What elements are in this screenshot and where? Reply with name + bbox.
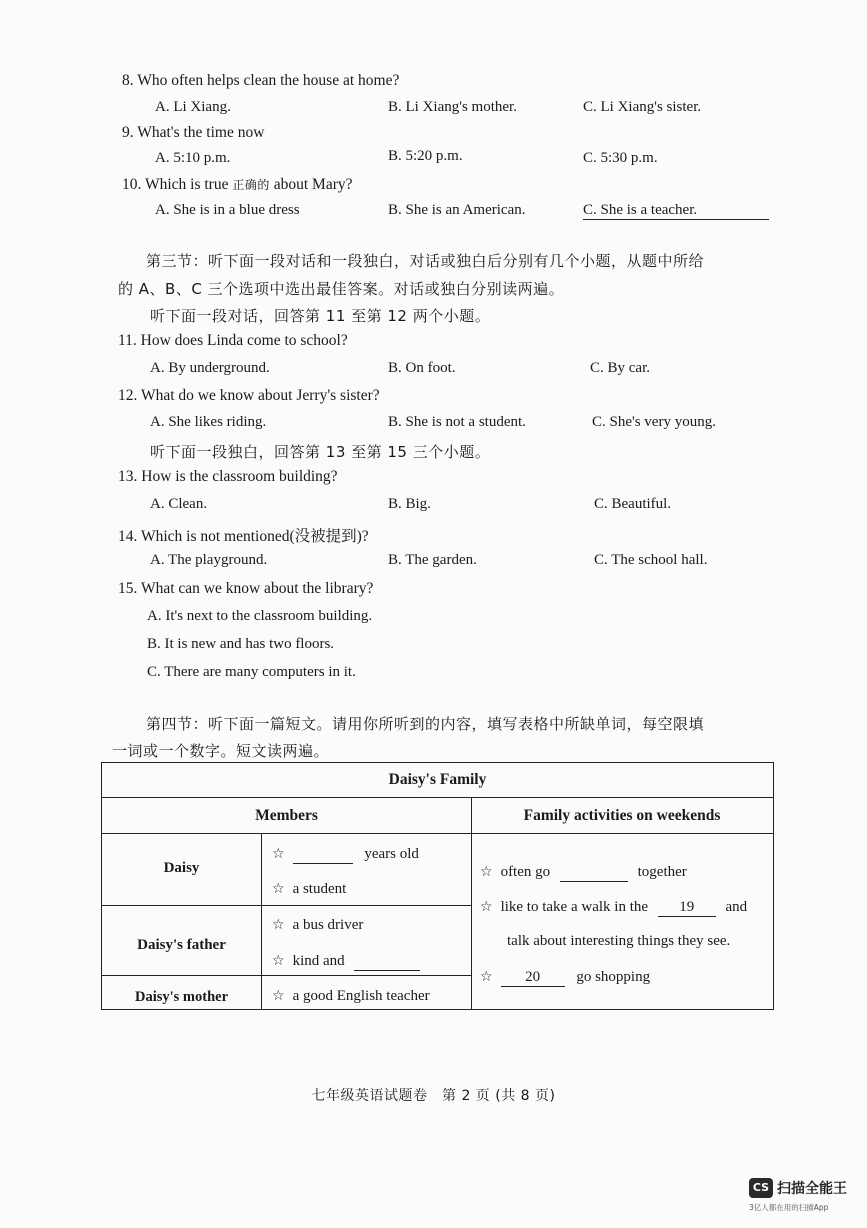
q13-option-a: A. Clean. xyxy=(150,496,208,512)
section4-heading-line1: 第四节：听下面一篇短文。请用你所听到的内容，填写表格中所缺单词，每空限填 xyxy=(146,715,705,733)
q9-option-a: A. 5:10 p.m. xyxy=(155,150,231,166)
q11-option-c: C. By car. xyxy=(590,360,650,376)
q10-option-b: B. She is an American. xyxy=(388,202,526,218)
q9-option-b: B. 5:20 p.m. xyxy=(388,148,463,164)
table-rule xyxy=(471,797,472,1009)
table-rule xyxy=(102,797,773,798)
watermark-tagline: 3亿人都在用的扫描App xyxy=(749,1203,829,1212)
camscanner-logo: CS xyxy=(749,1178,773,1198)
daisy-label: Daisy xyxy=(163,860,200,876)
answer-blank-17[interactable] xyxy=(354,953,420,971)
members-header: Members xyxy=(255,807,318,824)
star-icon: ☆ xyxy=(272,988,285,1004)
q15-option-b: B. It is new and has two floors. xyxy=(147,636,335,652)
answer-blank-16[interactable] xyxy=(293,846,353,864)
table-rule xyxy=(102,833,773,834)
father-job-line xyxy=(272,917,363,934)
activity-2-continued: talk about interesting things they see. xyxy=(507,933,731,949)
q8-option-a: A. Li Xiang. xyxy=(155,99,231,115)
q14-stem: 14. Which is not mentioned(没被提到)? xyxy=(118,528,369,545)
q14-option-c: C. The school hall. xyxy=(594,552,708,568)
activity-2 xyxy=(480,899,747,917)
activity-1-pre: often go xyxy=(500,864,551,880)
q9-option-c: C. 5:30 p.m. xyxy=(583,150,658,166)
q12-option-b: B. She is not a student. xyxy=(388,414,526,430)
q8-option-b: B. Li Xiang's mother. xyxy=(388,99,517,115)
star-icon: ☆ xyxy=(272,881,285,897)
page-footer: 七年级英语试题卷 第 2 页 (共 8 页) xyxy=(311,1088,556,1104)
daisy-age-suffix: years old xyxy=(364,846,419,862)
mother-job-text: a good English teacher xyxy=(292,988,430,1004)
star-icon: ☆ xyxy=(480,864,493,880)
father-label: Daisy's father xyxy=(137,937,226,953)
daisys-family-table xyxy=(101,762,774,1010)
q12-option-a: A. She likes riding. xyxy=(150,414,267,430)
star-icon: ☆ xyxy=(272,953,285,969)
q14-option-b: B. The garden. xyxy=(388,552,477,568)
star-icon: ☆ xyxy=(480,899,493,915)
mother-label: Daisy's mother xyxy=(134,989,229,1005)
q15-option-a: A. It's next to the classroom building. xyxy=(147,608,373,624)
q9-stem: 9. What's the time now xyxy=(122,124,265,141)
table-rule xyxy=(261,833,262,1009)
section3-heading-line2: 的 A、B、C 三个选项中选出最佳答案。对话或独白分别读两遍。 xyxy=(118,280,565,298)
mother-job-line xyxy=(272,988,430,1005)
q13-stem: 13. How is the classroom building? xyxy=(118,468,338,485)
daisy-student-text: a student xyxy=(292,881,347,897)
q15-stem: 15. What can we know about the library? xyxy=(118,580,374,597)
q13-option-b: B. Big. xyxy=(388,496,431,512)
q10-stem-text: 10. Which is true xyxy=(122,176,229,193)
activity-2-post: and xyxy=(725,899,748,915)
q14-option-a: A. The playground. xyxy=(150,552,268,568)
activity-3-post: go shopping xyxy=(576,969,651,985)
daisy-age-line xyxy=(272,846,419,864)
activity-3 xyxy=(480,969,650,987)
table-title: Daisy's Family xyxy=(388,771,487,788)
father-job-text: a bus driver xyxy=(292,917,364,933)
activity-2-pre: like to take a walk in the xyxy=(500,899,649,915)
section4-heading-line2: 一词或一个数字。短文读两遍。 xyxy=(112,742,330,760)
activities-header: Family activities on weekends xyxy=(523,807,721,824)
star-icon: ☆ xyxy=(272,917,285,933)
q11-option-a: A. By underground. xyxy=(150,360,270,376)
q8-stem: 8. Who often helps clean the house at home? xyxy=(122,72,400,89)
answer-blank-19[interactable]: 19 xyxy=(658,899,716,917)
section3-heading-line1: 第三节：听下面一段对话和一段独白，对话或独白后分别有几个小题，从题中所给 xyxy=(146,252,705,270)
watermark-name: 扫描全能王 xyxy=(777,1181,847,1197)
q10-option-a: A. She is in a blue dress xyxy=(155,202,300,218)
dialog-intro: 听下面一段对话，回答第 11 至第 12 两个小题。 xyxy=(150,307,491,325)
star-icon: ☆ xyxy=(272,846,285,862)
father-trait-line xyxy=(272,953,420,971)
q10-handwritten-note: 正确的 xyxy=(232,178,270,192)
q10-stem xyxy=(122,176,353,194)
q12-stem: 12. What do we know about Jerry's sister? xyxy=(118,387,380,404)
answer-blank-18[interactable] xyxy=(560,864,628,882)
q10-stem-end: about Mary? xyxy=(273,176,353,193)
answer-blank-20[interactable]: 20 xyxy=(501,969,565,987)
q12-option-c: C. She's very young. xyxy=(592,414,716,430)
star-icon: ☆ xyxy=(480,969,493,985)
table-rule xyxy=(102,905,471,906)
activity-1-post: together xyxy=(637,864,687,880)
father-trait-text: kind and xyxy=(292,953,345,969)
q11-stem: 11. How does Linda come to school? xyxy=(118,332,348,349)
activity-1 xyxy=(480,864,687,882)
daisy-student-line xyxy=(272,881,346,898)
q13-option-c: C. Beautiful. xyxy=(594,496,672,512)
q11-option-b: B. On foot. xyxy=(388,360,456,376)
q15-option-c: C. There are many computers in it. xyxy=(147,664,356,680)
table-rule xyxy=(102,975,471,976)
monologue-intro: 听下面一段独白，回答第 13 至第 15 三个小题。 xyxy=(150,443,491,461)
q8-option-c: C. Li Xiang's sister. xyxy=(583,99,702,115)
q10-option-c: C. She is a teacher. xyxy=(583,202,769,220)
